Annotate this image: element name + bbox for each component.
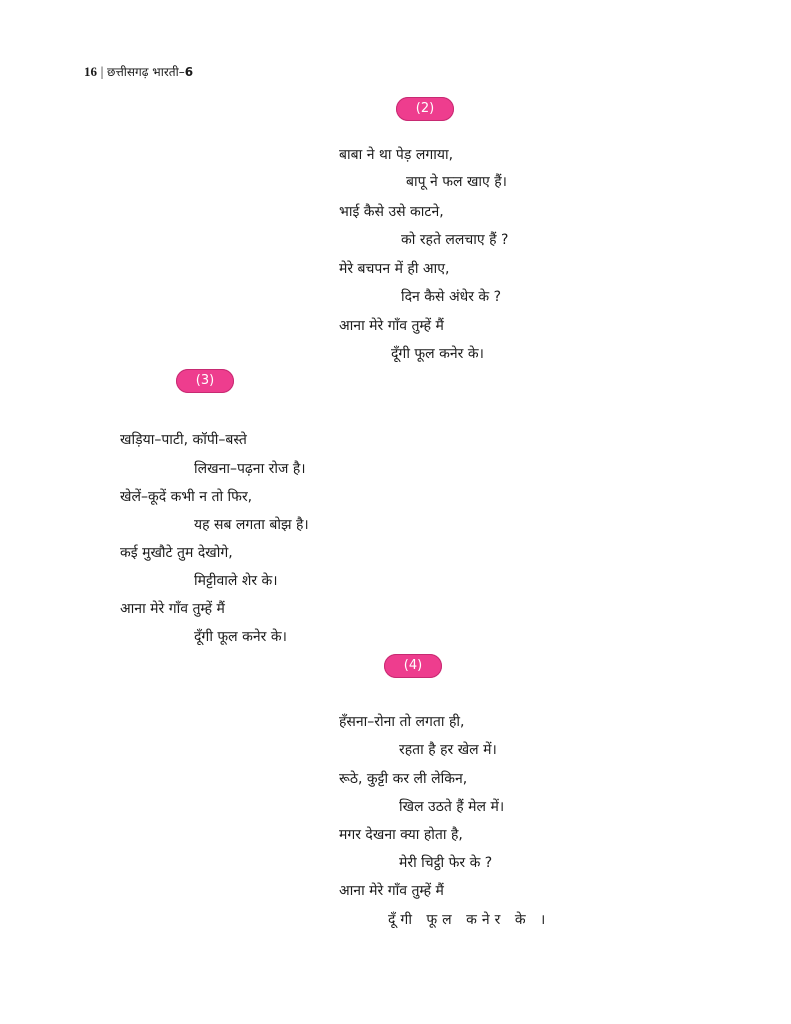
poem-line: बाबा ने था पेड़ लगाया, bbox=[339, 147, 454, 163]
poem-line: कई मुखौटे तुम देखोगे, bbox=[120, 545, 233, 561]
stanza-number-badge: (4) bbox=[384, 654, 442, 678]
page-header bbox=[84, 64, 193, 80]
poem-line: आना मेरे गाँव तुम्हें मैं bbox=[339, 883, 444, 899]
book-number: 6 bbox=[184, 65, 194, 79]
poem-line: दूँगी फूल कनेर के। bbox=[391, 346, 484, 362]
stanza-number-badge: (3) bbox=[176, 369, 234, 393]
poem-line: आना मेरे गाँव तुम्हें मैं bbox=[339, 318, 444, 334]
poem-line: रहता है हर खेल में। bbox=[399, 742, 497, 758]
poem-line: लिखना–पढ़ना रोज है। bbox=[194, 461, 306, 477]
poem-line: रूठे, कुट्टी कर ली लेकिन, bbox=[339, 771, 468, 787]
book-title: छत्तीसगढ़ भारती bbox=[107, 65, 179, 79]
poem-line: मेरी चिट्ठी फेर के ? bbox=[399, 855, 493, 871]
poem-line: भाई कैसे उसे काटने, bbox=[339, 204, 444, 220]
poem-line: बापू ने फल खाए हैं। bbox=[406, 174, 507, 190]
poem-line: दूँगी फूल कनेर के। bbox=[194, 629, 287, 645]
header-separator: | bbox=[100, 65, 105, 79]
header-dash: – bbox=[178, 65, 185, 79]
poem-line: खिल उठते हैं मेल में। bbox=[399, 799, 505, 815]
page-number: 16 bbox=[84, 64, 97, 79]
poem-line: खड़िया–पाटी, कॉपी–बस्ते bbox=[120, 432, 247, 448]
poem-line: मिट्टीवाले शेर के। bbox=[194, 573, 278, 589]
poem-line: हँसना–रोना तो लगता ही, bbox=[339, 714, 465, 730]
poem-line: को रहते ललचाए हैं ? bbox=[401, 232, 509, 248]
poem-line: यह सब लगता बोझ है। bbox=[194, 517, 309, 533]
poem-line: खेलें–कूदें कभी न तो फिर, bbox=[120, 489, 253, 505]
poem-line: मगर देखना क्या होता है, bbox=[339, 827, 463, 843]
poem-line: दिन कैसे अंधेर के ? bbox=[401, 289, 502, 305]
poem-line: दूँगी फूल कनेर के । bbox=[388, 912, 551, 928]
poem-line: मेरे बचपन में ही आए, bbox=[339, 261, 450, 277]
poem-line: आना मेरे गाँव तुम्हें मैं bbox=[120, 601, 225, 617]
stanza-number-badge: (2) bbox=[396, 97, 454, 121]
